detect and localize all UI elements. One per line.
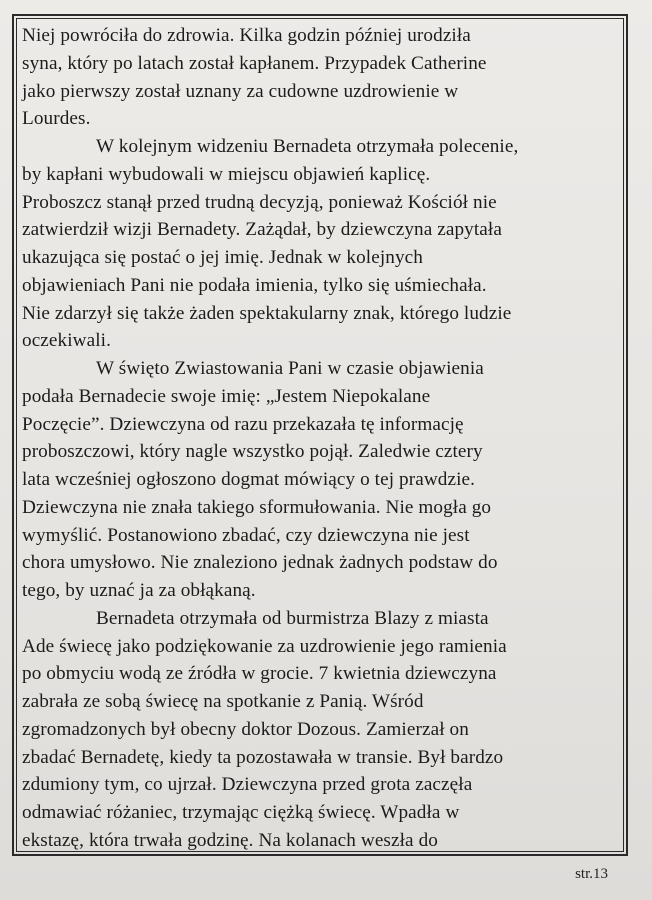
text-line: zabrała ze sobą świecę na spotkanie z Panią. Wśród (22, 691, 424, 712)
text-line: W święto Zwiastowania Pani w czasie objawienia (96, 358, 484, 379)
text-line: syna, który po latach został kapłanem. Przypadek Catherine (22, 52, 487, 74)
text-line: ukazująca się postać o jej imię. Jednak w kolejnych (22, 247, 423, 268)
text-line: objawieniach Pani nie podała imienia, tylko się uśmiechała. (22, 274, 487, 296)
text-line: zbadać Bernadetę, kiedy ta pozostawała w transie. Był bardzo (22, 746, 504, 768)
text-line: ekstazę, która trwała godzinę. Na kolanach weszła do (22, 829, 438, 851)
text-line: Proboszcz stanął przed trudną decyzją, ponieważ Kościół nie (22, 191, 497, 213)
text-line: Dziewczyna nie znała takiego sformułowania. Nie mogła go (22, 496, 492, 518)
text-line: by kapłani wybudowali w miejscu objawień kaplicę. (22, 163, 431, 185)
text-line: chora umysłowo. Nie znaleziono jednak żadnych podstaw do (22, 552, 498, 574)
text-line: proboszczowi, który nagle wszystko pojął. Zaledwie cztery (22, 441, 483, 463)
text-line: Ade świecę jako podziękowanie za uzdrowienie jego ramienia (22, 635, 507, 657)
text-line: zdumiony tym, co ujrzał. Dziewczyna przed grota zaczęła (22, 774, 473, 796)
text-line: tego, by uznać ja za obłąkaną. (22, 580, 256, 601)
body-text (22, 22, 616, 855)
text-line: podała Bernadecie swoje imię: „Jestem Niepokalane (22, 385, 431, 407)
text-line: oczekiwali. (22, 330, 111, 352)
text-line: odmawiać różaniec, trzymając ciężką świecę. Wpadła w (22, 802, 460, 823)
text-line: lata wcześniej ogłoszono dogmat mówiący o tej prawdzie. (22, 469, 476, 490)
text-line: Lourdes. (22, 108, 91, 130)
text-line: Niej powróciła do zdrowia. Kilka godzin później urodziła (22, 25, 471, 46)
text-line: jako pierwszy został uznany za cudowne uzdrowienie w (22, 80, 459, 102)
page-number: str.13 (575, 866, 608, 882)
text-line: zatwierdził wizji Bernadety. Zażądał, by dziewczyna zapytała (22, 219, 502, 241)
text-line: zgromadzonych był obecny doktor Dozous. Zamierzał on (22, 718, 469, 740)
text-line: wymyślić. Postanowiono zbadać, czy dziewczyna nie jest (22, 524, 470, 546)
text-line: Poczęcie”. Dziewczyna od razu przekazała tę informację (22, 413, 464, 435)
text-line: W kolejnym widzeniu Bernadeta otrzymała polecenie, (96, 136, 519, 157)
text-line: Bernadeta otrzymała od burmistrza Blazy z miasta (96, 607, 489, 629)
text-line: Nie zdarzył się także żaden spektakularny znak, którego ludzie (22, 302, 512, 324)
text-line: po obmyciu wodą ze źródła w grocie. 7 kwietnia dziewczyna (22, 663, 497, 685)
